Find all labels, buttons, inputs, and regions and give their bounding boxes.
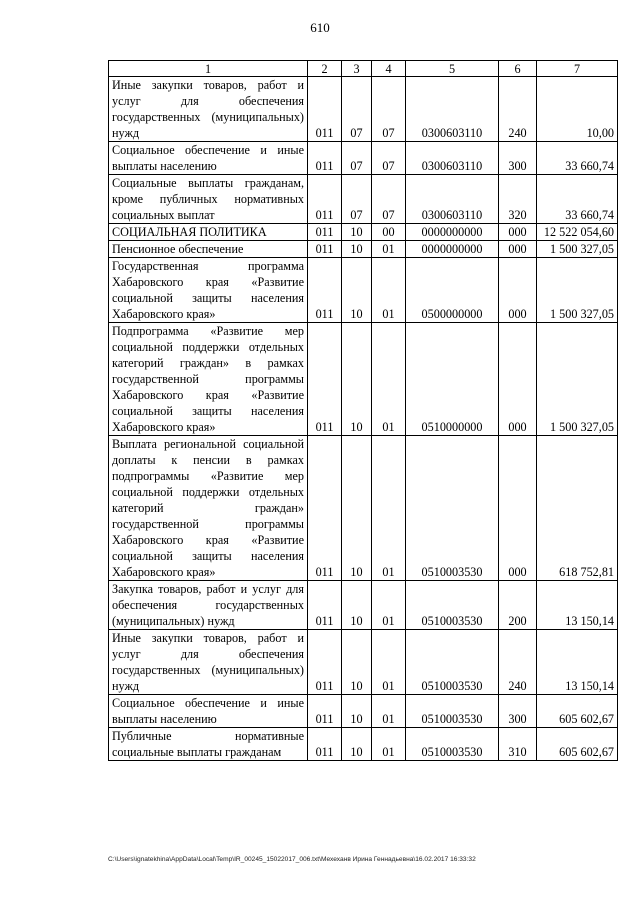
row-name-cell: Социальное обеспечение и иные выплаты населению [109,695,308,728]
ministry-code-cell: 011 [308,581,342,630]
section-code-cell: 10 [342,224,372,241]
subsection-code-cell: 01 [372,695,406,728]
table-header-row [109,61,618,77]
row-name-cell: Социальные выплаты гражданам, кроме публичных нормативных социальных выплат [109,175,308,224]
target-article-cell: 0510003530 [406,581,499,630]
amount-cell: 605 602,67 [537,695,618,728]
column-header: 5 [406,61,499,77]
expense-type-cell: 000 [499,241,537,258]
expense-type-cell: 000 [499,436,537,581]
row-name-cell: Публичные нормативные социальные выплаты гражданам [109,728,308,761]
ministry-code-cell: 011 [308,77,342,142]
subsection-code-cell: 01 [372,728,406,761]
target-article-cell: 0510003530 [406,695,499,728]
subsection-code-cell: 00 [372,224,406,241]
column-header: 2 [308,61,342,77]
section-code-cell: 10 [342,241,372,258]
target-article-cell: 0510003530 [406,630,499,695]
row-name-cell: Выплата региональной социальной доплаты к пенсии в рамках подпрограммы «Развитие мер социальной поддержки отдельных категорий граждан» государственной программы Хабаровского края «Развитие социальной защиты населения Хабаровского края» [109,436,308,581]
subsection-code-cell: 01 [372,630,406,695]
target-article-cell: 0000000000 [406,241,499,258]
subsection-code-cell: 01 [372,323,406,436]
section-code-cell: 10 [342,436,372,581]
row-name-cell: Социальное обеспечение и иные выплаты населению [109,142,308,175]
ministry-code-cell: 011 [308,436,342,581]
expense-type-cell: 240 [499,630,537,695]
subsection-code-cell: 07 [372,142,406,175]
row-name-cell: Пенсионное обеспечение [109,241,308,258]
column-header: 3 [342,61,372,77]
file-path-footer: C:\Users\ignatekhina\AppData\Local\Temp\IR_00245_15022017_006.txt\Мехеханв Ирина Геннадьевна\16.02.2017 16:33:32 [108,856,476,863]
row-name-cell: Государственная программа Хабаровского края «Развитие социальной защиты населения Хабаровского края» [109,258,308,323]
section-code-cell: 07 [342,142,372,175]
target-article-cell: 0510000000 [406,323,499,436]
column-header: 4 [372,61,406,77]
budget-table [108,60,618,761]
amount-cell: 618 752,81 [537,436,618,581]
column-header: 6 [499,61,537,77]
section-code-cell: 07 [342,77,372,142]
table-row [109,224,618,241]
expense-type-cell: 200 [499,581,537,630]
subsection-code-cell: 07 [372,175,406,224]
section-code-cell: 10 [342,323,372,436]
ministry-code-cell: 011 [308,695,342,728]
expense-type-cell: 000 [499,224,537,241]
subsection-code-cell: 01 [372,241,406,258]
ministry-code-cell: 011 [308,728,342,761]
section-code-cell: 07 [342,175,372,224]
amount-cell: 605 602,67 [537,728,618,761]
target-article-cell: 0300603110 [406,77,499,142]
ministry-code-cell: 011 [308,323,342,436]
amount-cell: 13 150,14 [537,581,618,630]
target-article-cell: 0000000000 [406,224,499,241]
table-row [109,258,618,323]
expense-type-cell: 310 [499,728,537,761]
section-code-cell: 10 [342,581,372,630]
target-article-cell: 0300603110 [406,142,499,175]
section-code-cell: 10 [342,630,372,695]
expense-type-cell: 000 [499,323,537,436]
section-code-cell: 10 [342,728,372,761]
ministry-code-cell: 011 [308,224,342,241]
amount-cell: 12 522 054,60 [537,224,618,241]
amount-cell: 13 150,14 [537,630,618,695]
amount-cell: 10,00 [537,77,618,142]
subsection-code-cell: 07 [372,77,406,142]
row-name-cell: Подпрограмма «Развитие мер социальной поддержки отдельных категорий граждан» в рамках государственной программы Хабаровского края «Развитие социальной защиты населения Хабаровского края» [109,323,308,436]
ministry-code-cell: 011 [308,630,342,695]
expense-type-cell: 300 [499,142,537,175]
table-row [109,323,618,436]
row-name-cell: Иные закупки товаров, работ и услуг для обеспечения государственных (муниципальных) нужд [109,77,308,142]
ministry-code-cell: 011 [308,258,342,323]
amount-cell: 1 500 327,05 [537,258,618,323]
column-header: 7 [537,61,618,77]
target-article-cell: 0500000000 [406,258,499,323]
expense-type-cell: 320 [499,175,537,224]
table-row [109,630,618,695]
ministry-code-cell: 011 [308,241,342,258]
row-name-cell: СОЦИАЛЬНАЯ ПОЛИТИКА [109,224,308,241]
expense-type-cell: 000 [499,258,537,323]
section-code-cell: 10 [342,695,372,728]
column-header: 1 [109,61,308,77]
section-code-cell: 10 [342,258,372,323]
subsection-code-cell: 01 [372,581,406,630]
table-row [109,695,618,728]
subsection-code-cell: 01 [372,258,406,323]
table-row [109,436,618,581]
table-row [109,142,618,175]
ministry-code-cell: 011 [308,142,342,175]
table-row [109,77,618,142]
target-article-cell: 0510003530 [406,436,499,581]
subsection-code-cell: 01 [372,436,406,581]
expense-type-cell: 300 [499,695,537,728]
amount-cell: 33 660,74 [537,175,618,224]
amount-cell: 1 500 327,05 [537,323,618,436]
ministry-code-cell: 011 [308,175,342,224]
table-row [109,581,618,630]
target-article-cell: 0510003530 [406,728,499,761]
row-name-cell: Закупка товаров, работ и услуг для обеспечения государственных (муниципальных) нужд [109,581,308,630]
row-name-cell: Иные закупки товаров, работ и услуг для обеспечения государственных (муниципальных) нужд [109,630,308,695]
expense-type-cell: 240 [499,77,537,142]
table-row [109,241,618,258]
table-row [109,175,618,224]
page-number: 610 [310,20,330,35]
amount-cell: 1 500 327,05 [537,241,618,258]
target-article-cell: 0300603110 [406,175,499,224]
table-row [109,728,618,761]
amount-cell: 33 660,74 [537,142,618,175]
